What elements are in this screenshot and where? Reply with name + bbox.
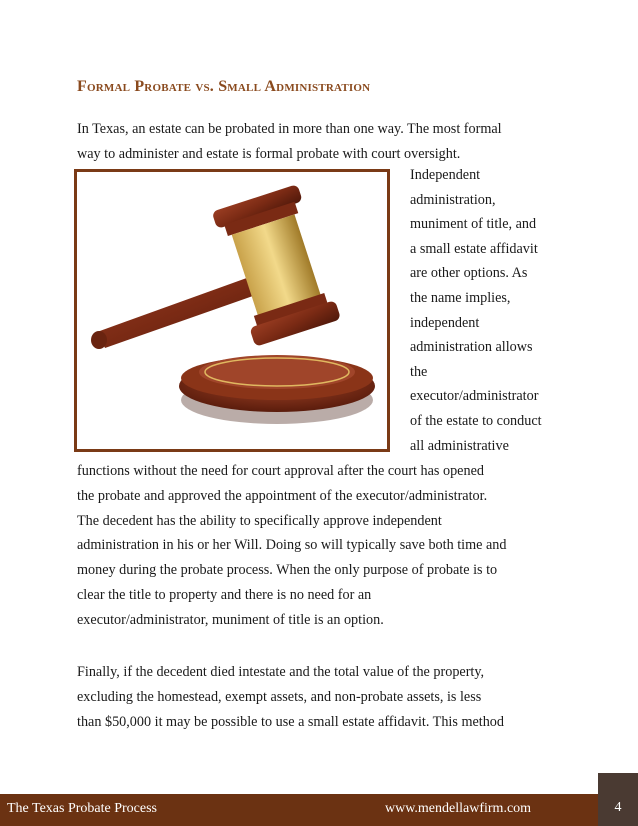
text-line: administration allows	[410, 339, 533, 356]
text-line: Finally, if the decedent died intestate and the total value of the property,	[77, 664, 485, 680]
text-line: independent	[410, 314, 480, 331]
footer-title: The Texas Probate Process	[7, 801, 158, 816]
text-line: administration in his or her Will. Doing so will typically save both time and	[77, 537, 507, 554]
wrapped-text-column	[410, 163, 570, 458]
text-line: executor/administrator, muniment of title is an option.	[77, 611, 384, 628]
text-line: a small estate affidavit	[410, 240, 538, 257]
text-line: money during the probate process. When the only purpose of probate is to	[77, 562, 498, 579]
page-number: 4	[614, 800, 622, 815]
paragraph-intro	[77, 117, 567, 167]
page-number-tab	[598, 773, 638, 826]
text-line: the name implies,	[410, 289, 511, 306]
footer-url[interactable]: www.mendellawfirm.com	[385, 801, 532, 816]
text-line: are other options. As	[410, 265, 528, 282]
text-line: clear the title to property and there is no need for an	[77, 586, 372, 603]
text-line: of the estate to conduct	[410, 412, 542, 429]
text-line: excluding the homestead, exempt assets, and non-probate assets, is less	[77, 688, 482, 705]
text-line: muniment of title, and	[410, 216, 537, 233]
paragraph-intro-continued	[77, 459, 567, 633]
text-line: Independent	[410, 167, 481, 183]
page-footer	[0, 794, 638, 826]
text-line: In Texas, an estate can be probated in more than one way. The most formal	[77, 121, 502, 137]
text-line: The decedent has the ability to specifically approve independent	[77, 512, 442, 529]
text-line: the	[410, 363, 428, 380]
text-line: way to administer and estate is formal probate with court oversight.	[77, 145, 461, 162]
text-line: all administrative	[410, 437, 509, 454]
text-line: the probate and approved the appointment of the executor/administrator.	[77, 487, 488, 504]
text-line: executor/administrator	[410, 388, 539, 405]
gavel-image	[74, 169, 390, 452]
gavel-illustration	[77, 172, 387, 449]
section-heading: Formal Probate vs. Small Administration	[77, 78, 371, 95]
text-line: administration,	[410, 191, 496, 208]
text-line: than $50,000 it may be possible to use a small estate affidavit. This method	[77, 713, 504, 730]
paragraph-small-estate	[77, 660, 567, 734]
text-line: functions without the need for court approval after the court has opened	[77, 463, 484, 479]
